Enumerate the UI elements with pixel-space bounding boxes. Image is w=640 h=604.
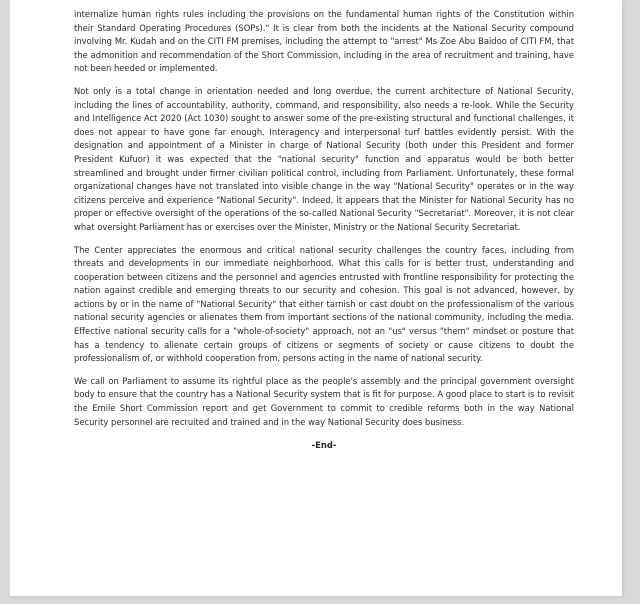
paragraph-3: The Center appreciates the enormous and critical national security challenges the country faces, including from threats and developments in our immediate neighborhood. What this calls for is better trust, understanding and cooperation between citizens and the personnel and agencies entrusted with frontline responsibility for protecting the nation against credible and emerging threats to our security and cohesion. This goal is not advanced, however, by actions by or in the name of "National Security" that either tarnish or cast doubt on the professionalism of the various national security agencies or alienates them from important sections of the national community, including the media. Effective national security calls for a "whole-of-society" approach, not an "us" versus "them" mindset or posture that has a tendency to alienate certain groups of citizens or segments of society or cause citizens to doubt the professionalism of, or withhold cooperation from, persons acting in the name of national security. <box>74 244 574 364</box>
paragraph-1: internalize human rights rules including the provisions on the fundamental human rights of the Constitution within their Standard Operating Procedures (SOPs)." It is clear from both the incidents at the National Security compound involving Mr. Kudah and on the CITI FM premises, including the attempt to "arrest" Ms Zoe Abu Baidoo of CITI FM, that the admonition and recommendation of the Short Commission, including in the area of recruitment and training, have not been heeded or implemented. <box>74 9 574 74</box>
end-marker: -End- <box>311 440 337 451</box>
document-body <box>74 8 574 453</box>
document-page <box>10 0 623 597</box>
paragraph-2: Not only is a total change in orientation needed and long overdue, the current architecture of National Security, including the lines of accountability, authority, command, and responsibility, also needs a re-look. While the Security and Intelligence Act 2020 (Act 1030) sought to answer some of the pre-existing structural and functional challenges, it does not appear to have gone far enough. Interagency and interpersonal turf battles evidently persist. With the designation and appointment of a Minister in charge of National Security (both under this President and former President Kufuor) it was expected that the "national security" function and apparatus would be both better streamlined and brought under firmer civilian political control, including from Parliament. Unfortunately, these formal organizational changes have not translated into visible change in the way "National Security" operates or in the way citizens perceive and experience "National Security". Indeed, it appears that the Minister for National Security has no proper or effective oversight of the operations of the so-called National Security "Secretariat". Moreover, it is not clear what oversight Parliament has or exercises over the Minister, Ministry or the National Security Secretariat. <box>74 85 574 232</box>
paragraph-4: We call on Parliament to assume its rightful place as the people's assembly and the principal government oversight body to ensure that the country has a National Security system that is fit for purpose. A good place to start is to revisit the Emile Short Commission report and get Government to commit to credible reforms both in the way National Security personnel are recruited and trained and in the way National Security does business. <box>74 375 574 427</box>
